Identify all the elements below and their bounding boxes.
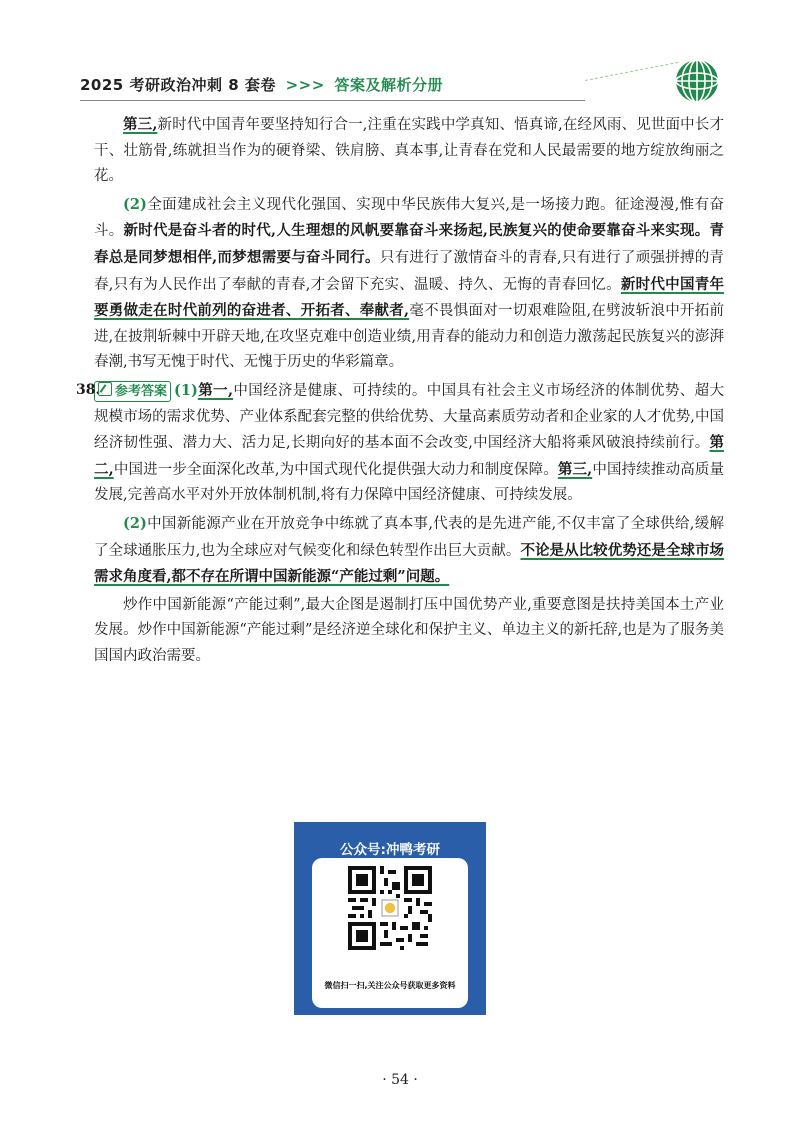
qr-code[interactable] [348, 866, 432, 950]
part-text: 中国新能源产业在开放竞争中练就了真本事,代表的是先进产能,不仅丰富了全球供给,缓解了全球通胀压力,也为全球应对气候变化和绿色转型作出巨大贡献。 [94, 515, 724, 559]
q38-part-2 [94, 511, 724, 591]
part-text: 炒作中国新能源“产能过剩”,最大企图是遏制打压中国优势产业,重要意图是扶持美国本土产业发展。炒作中国新能源“产能过剩”是经济逆全球化和保护主义、单边主义的新托辞,也是为了服务美国国内政治需要。 [94, 596, 724, 664]
point-text: 中国经济是健康、可持续的。中国具有社会主义市场经济的体制优势、超大规模市场的需求优势、产业体系配套完整的供给优势、大量高素质劳动者和企业家的人才优势,中国经济韧性强、潜力大、活力足,长期向好的基本面不会改变,中国经济大船将乘风破浪持续前行。 [94, 382, 724, 452]
header-subtitle: 答案及解析分册 [334, 76, 444, 94]
point-text: 中国持续推动高质量发展,完善高水平对外开放体制机制,将有力保障中国经济健康、可持续发展。 [94, 461, 724, 504]
header-arrows: >>> [285, 76, 325, 94]
header-title-row [80, 74, 443, 95]
header-dashed-line [585, 62, 678, 81]
q38-part-3 [94, 593, 724, 670]
answer-badge [94, 381, 171, 402]
q38-part-1 [76, 378, 724, 509]
point-label: 第一, [197, 381, 234, 399]
qr-caption: 微信扫一扫,关注公众号获取更多资料 [324, 981, 456, 990]
part-number: (1) [174, 381, 198, 399]
part-text-c: 只有进行了激情奋斗的青春,只有进行了顽强拼搏的青春,只有为人民作出了奉献的青春,才会留下充实、温暖、持久、无悔的青春回忆。 [94, 249, 725, 293]
part-text-b: 新时代是奋斗者的时代,人生理想的风帆要靠奋斗来扬起,民族复兴的使命要靠奋斗来实现。青春总是同梦想相伴,而梦想需要与奋斗同行。 [94, 222, 725, 266]
point-text: 中国进一步全面深化改革,为中国式现代化提供强大动力和制度保障。 [113, 461, 558, 478]
qr-frame [312, 858, 468, 1008]
part-number: (2) [123, 514, 147, 532]
part-conclusion: 不论是从比较优势还是全球市场需求角度看,都不存在所谓中国新能源“产能过剩”问题。 [94, 541, 725, 586]
qr-title: 公众号:冲鸭考研 [340, 842, 440, 858]
qr-promo [294, 822, 486, 1015]
book-title: 2025 考研政治冲刺 8 套卷 [80, 76, 276, 94]
part-number: (2) [123, 195, 147, 213]
point-label: 第二, [94, 434, 724, 478]
part-text-e: 毫不畏惧面对一切艰难险阻,在劈波斩浪中开拓前进,在披荆斩棘中开辟天地,在攻坚克难中创造业绩,用青春的能动力和创造力激荡起民族复兴的澎湃春潮,书写无愧于时代、无愧于历史的华彩篇章。 [94, 303, 725, 371]
pen-icon [98, 382, 112, 396]
header-rule [80, 100, 585, 101]
part-text-a: 全面建成社会主义现代化强国、实现中华民族伟大复兴,是一场接力跑。征途漫漫,惟有奋斗。 [94, 196, 724, 240]
part-text-d: 新时代中国青年要勇做走在时代前列的奋进者、开拓者、奉献者, [94, 275, 725, 320]
point-label: 第三, [557, 460, 593, 478]
question-number: 38. [76, 381, 101, 398]
answer-badge-label: 参考答案 [115, 383, 168, 399]
answer-content [76, 112, 725, 669]
q37-point-three [94, 112, 724, 190]
q37-part-2 [94, 192, 724, 376]
globe-icon [674, 58, 720, 104]
point-text: 新时代中国青年要坚持知行合一,注重在实践中学真知、悟真谛,在经风雨、见世面中长才干、壮筋骨,练就担当作为的硬脊梁、铁肩膀、真本事,让青春在党和人民最需要的地方绽放绚丽之花。 [94, 117, 724, 185]
page-header [80, 72, 720, 112]
point-label: 第三, [123, 116, 158, 133]
page-number: · 54 · [382, 1072, 418, 1088]
